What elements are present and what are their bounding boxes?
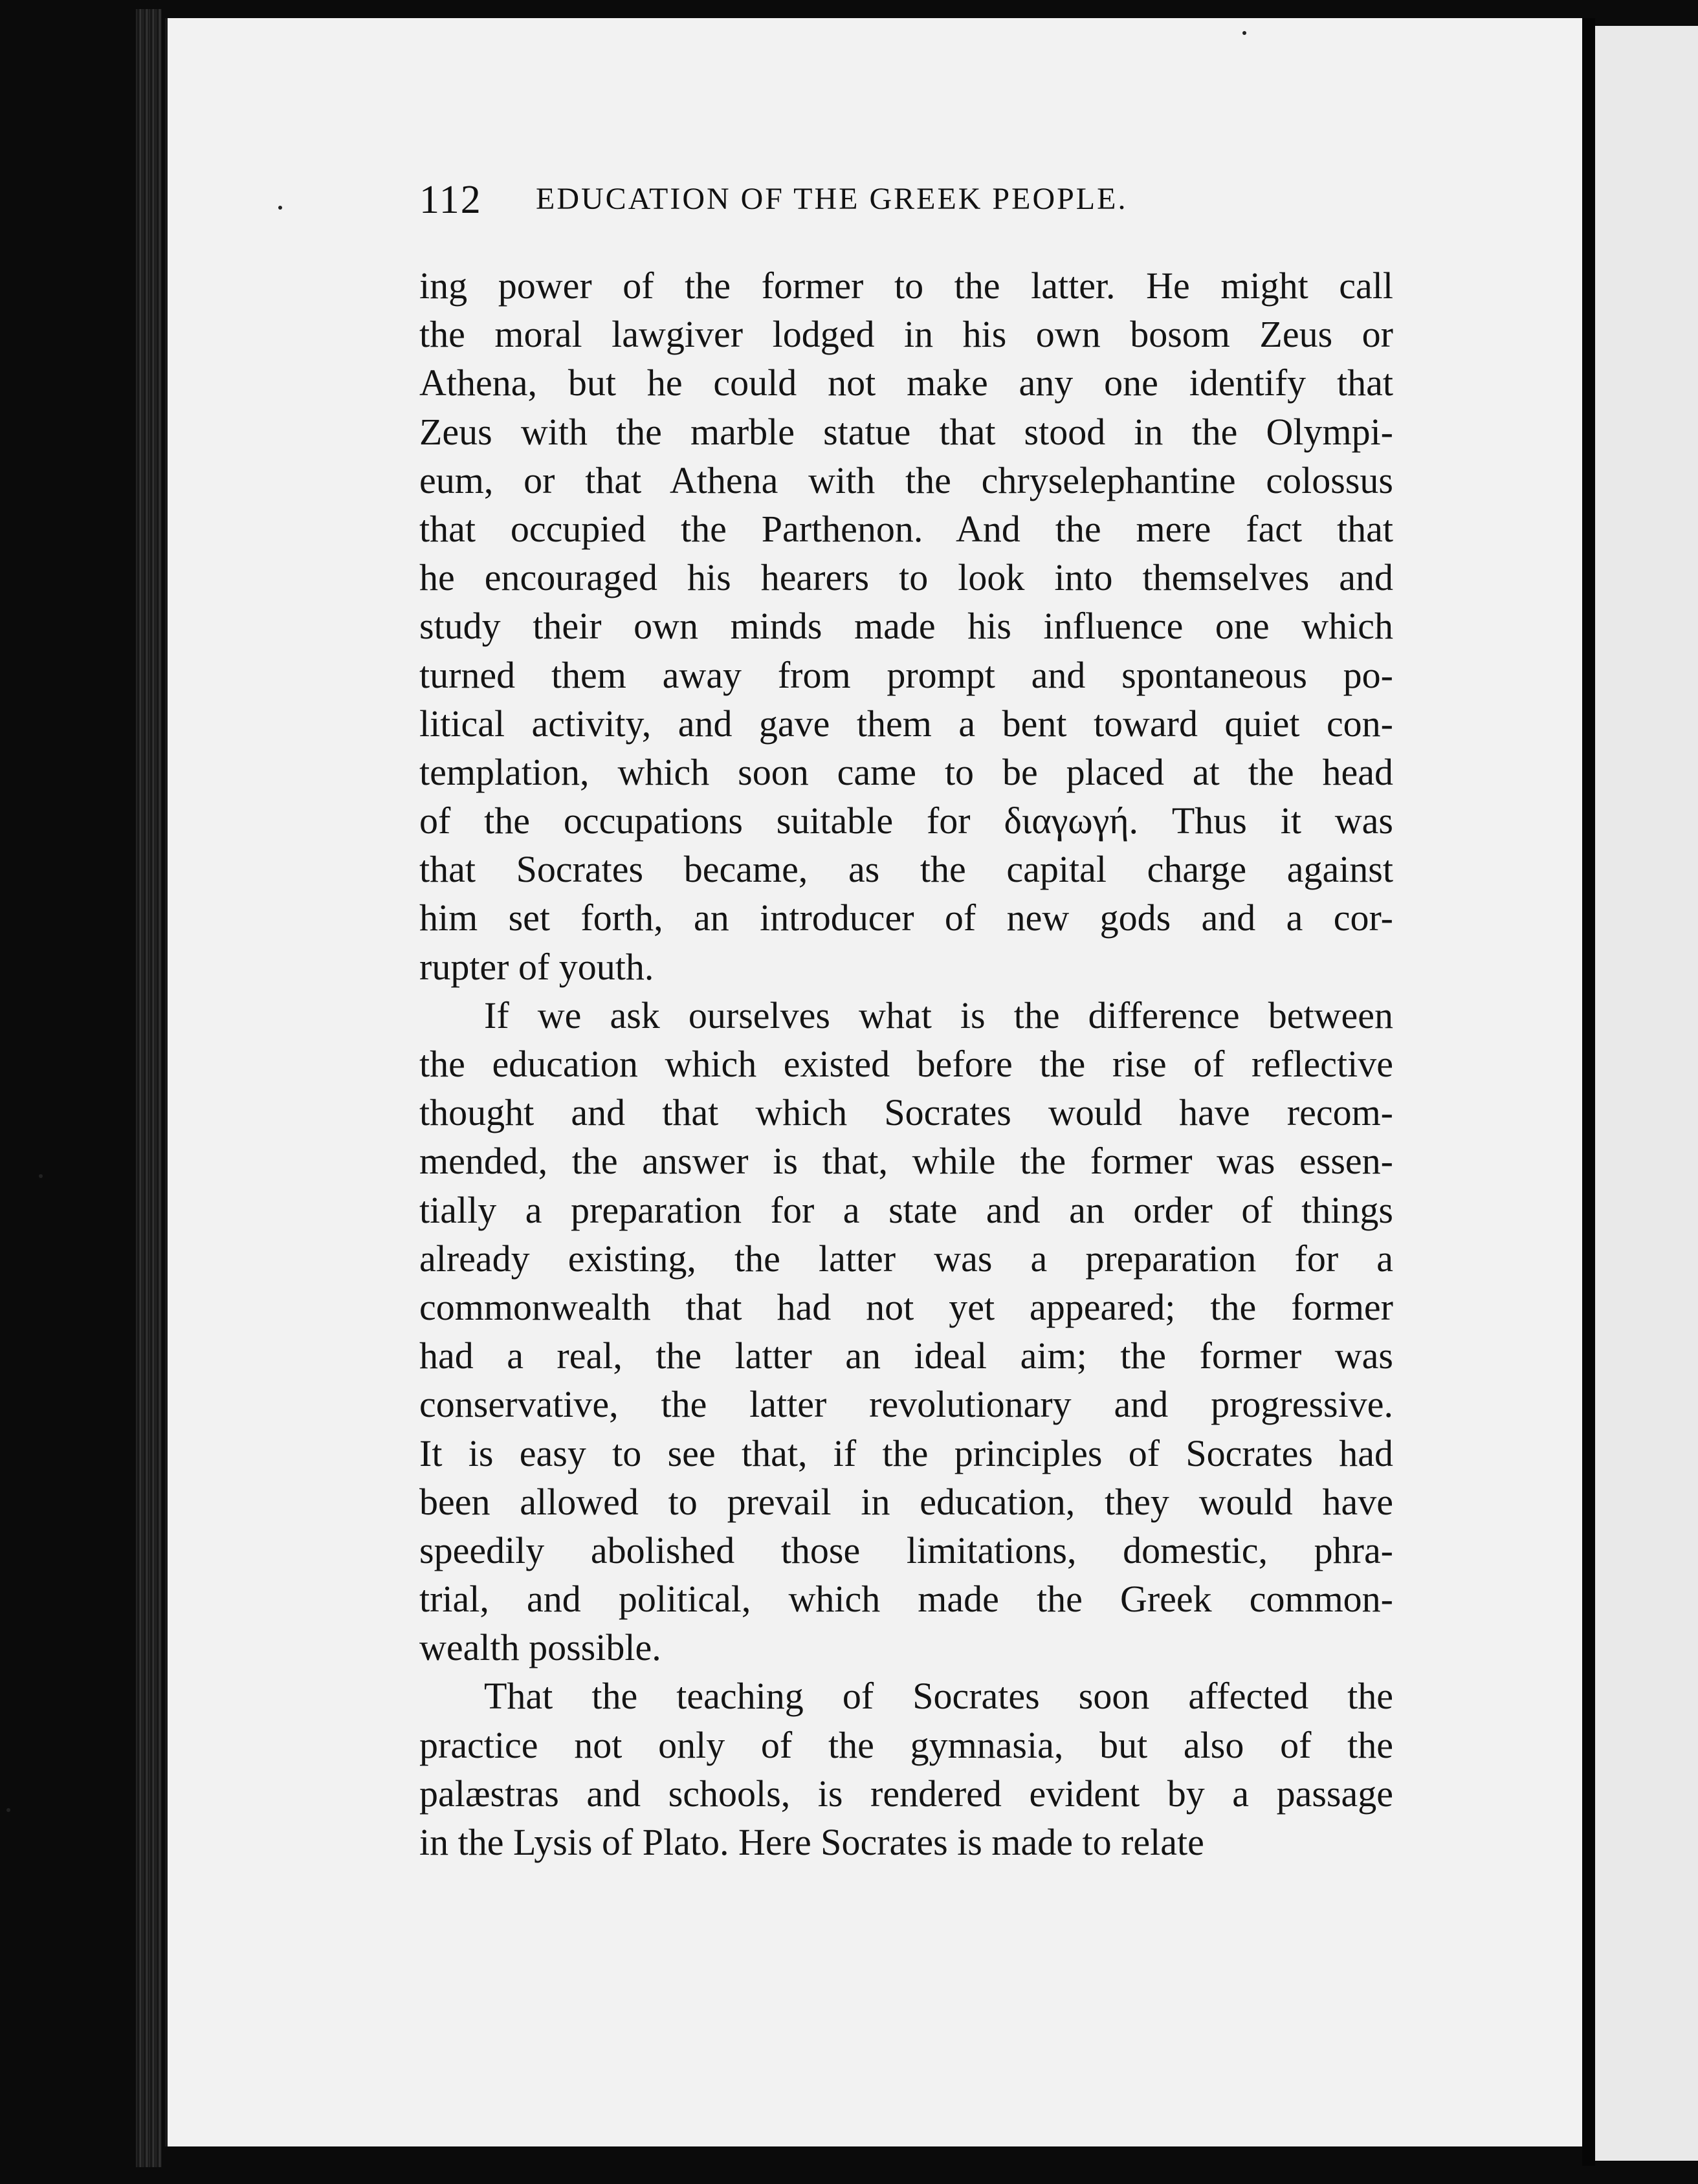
book-page-edges <box>136 9 162 2167</box>
scan-speck <box>278 206 282 210</box>
text-line: of the occupations suitable for διαγωγή. Thus it was <box>419 800 1393 842</box>
text-line: Zeus with the marble statue that stood in the Olympi- <box>419 410 1393 453</box>
text-line: he encouraged his hearers to look into themselves and <box>419 556 1393 599</box>
text-line: Athena, but he could not make any one identify that <box>419 362 1393 404</box>
text-line: It is easy to see that, if the principles of Socrates had <box>419 1432 1393 1474</box>
text-line: eum, or that Athena with the chryselephantine colossus <box>419 459 1393 501</box>
paragraph <box>419 1672 1393 1866</box>
text-line: palæstras and schools, is rendered evident by a passage <box>419 1772 1393 1815</box>
text-line: had a real, the latter an ideal aim; the former was <box>419 1335 1393 1377</box>
gutter-shadow <box>1582 18 1595 2166</box>
text-line: that occupied the Parthenon. And the mere fact that <box>419 507 1393 550</box>
text-line: speedily abolished those limitations, domestic, phra- <box>419 1529 1393 1571</box>
text-line: the education which existed before the rise of reflective <box>419 1043 1393 1085</box>
text-line: rupter of youth. <box>419 945 654 988</box>
text-line: conservative, the latter revolutionary and progressive. <box>419 1383 1393 1426</box>
body-text <box>419 261 1393 1866</box>
text-line: trial, and political, which made the Greek common- <box>419 1578 1393 1621</box>
paragraph <box>419 261 1393 991</box>
adjacent-page-edge <box>1595 26 1698 2161</box>
text-line: practice not only of the gymnasia, but also of the <box>419 1723 1393 1766</box>
text-line: mended, the answer is that, while the former was essen- <box>419 1140 1393 1183</box>
page-number: 112 <box>419 178 482 222</box>
text-line: in the Lysis of Plato. Here Socrates is made to relate <box>419 1821 1204 1863</box>
text-line: That the teaching of Socrates soon affected the <box>484 1675 1393 1718</box>
text-line: him set forth, an introducer of new gods and a cor- <box>419 897 1393 939</box>
text-line: If we ask ourselves what is the difference between <box>484 994 1393 1036</box>
text-line: litical activity, and gave them a bent toward quiet con- <box>419 702 1393 745</box>
running-title: EDUCATION OF THE GREEK PEOPLE. <box>536 182 1128 216</box>
text-line: commonwealth that had not yet appeared; the former <box>419 1285 1393 1328</box>
running-header <box>419 175 1274 226</box>
text-line: wealth possible. <box>419 1626 661 1669</box>
text-line: ing power of the former to the latter. He might call <box>419 265 1393 307</box>
text-line: study their own minds made his influence one which <box>419 605 1393 648</box>
text-line: tially a preparation for a state and an order of things <box>419 1188 1393 1231</box>
text-line: already existing, the latter was a preparation for a <box>419 1237 1393 1280</box>
paragraph <box>419 991 1393 1672</box>
text-line: been allowed to prevail in education, they would have <box>419 1480 1393 1523</box>
scan-speck <box>6 1808 10 1812</box>
scan-speck <box>1242 31 1246 35</box>
text-line: thought and that which Socrates would have recom- <box>419 1091 1393 1134</box>
scan-speck <box>39 1174 43 1178</box>
text-line: templation, which soon came to be placed at the head <box>419 750 1393 793</box>
text-line: turned them away from prompt and spontaneous po- <box>419 653 1393 696</box>
text-line: that Socrates became, as the capital charge against <box>419 848 1393 891</box>
text-line: the moral lawgiver lodged in his own bosom Zeus or <box>419 313 1393 356</box>
